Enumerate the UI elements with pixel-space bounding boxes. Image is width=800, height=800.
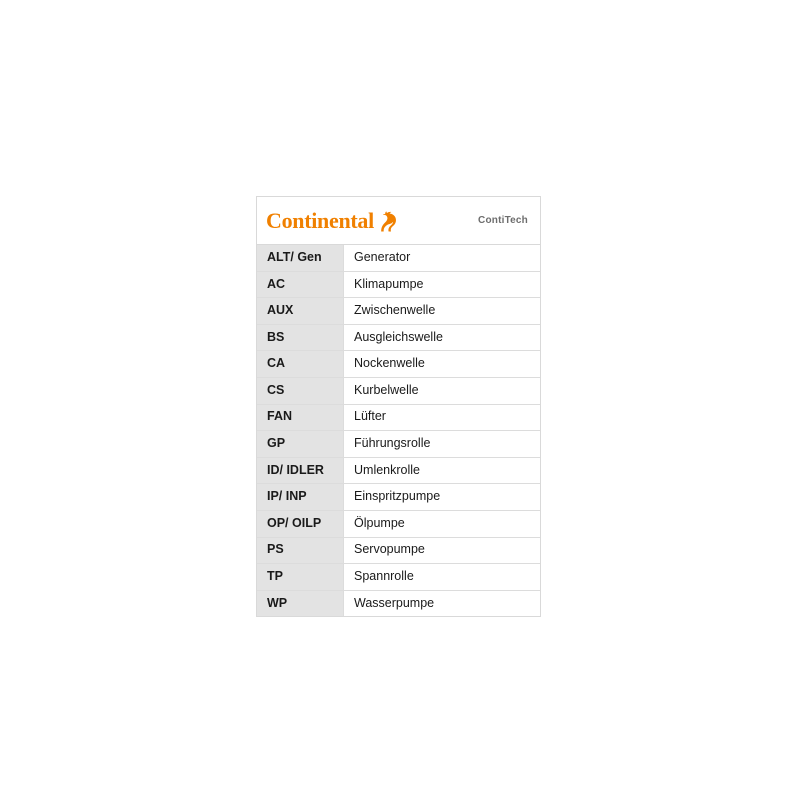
term-cell: Umlenkrolle xyxy=(344,457,541,484)
term-cell: Lüfter xyxy=(344,404,541,431)
abbreviation-cell: GP xyxy=(257,431,344,458)
abbreviation-cell: FAN xyxy=(257,404,344,431)
table-row xyxy=(257,351,540,378)
abbreviation-legend-card xyxy=(256,196,541,617)
abbreviation-cell: ID/ IDLER xyxy=(257,457,344,484)
abbreviation-cell: OP/ OILP xyxy=(257,510,344,537)
brand-wordmark: Continental xyxy=(266,207,374,233)
table-row xyxy=(257,564,540,591)
table-row xyxy=(257,457,540,484)
term-cell: Klimapumpe xyxy=(344,271,541,298)
abbreviation-cell: CA xyxy=(257,351,344,378)
brand-header xyxy=(257,197,540,245)
brand-logo xyxy=(266,207,398,233)
abbreviation-cell: CS xyxy=(257,377,344,404)
abbreviation-cell: AC xyxy=(257,271,344,298)
term-cell: Zwischenwelle xyxy=(344,298,541,325)
table-row xyxy=(257,271,540,298)
table-row xyxy=(257,510,540,537)
term-cell: Servopumpe xyxy=(344,537,541,564)
table-row xyxy=(257,324,540,351)
abbreviation-cell: TP xyxy=(257,564,344,591)
table-row xyxy=(257,298,540,325)
term-cell: Führungsrolle xyxy=(344,431,541,458)
abbreviation-table xyxy=(257,245,540,616)
table-row xyxy=(257,245,540,271)
table-row xyxy=(257,537,540,564)
term-cell: Ausgleichswelle xyxy=(344,324,541,351)
abbreviation-cell: ALT/ Gen xyxy=(257,245,344,271)
table-row xyxy=(257,404,540,431)
abbreviation-cell: AUX xyxy=(257,298,344,325)
table-row xyxy=(257,377,540,404)
horse-logo-icon xyxy=(378,210,398,232)
table-row xyxy=(257,431,540,458)
abbreviation-cell: PS xyxy=(257,537,344,564)
sub-brand-label: ContiTech xyxy=(478,215,528,226)
table-row xyxy=(257,484,540,511)
term-cell: Kurbelwelle xyxy=(344,377,541,404)
abbreviation-cell: IP/ INP xyxy=(257,484,344,511)
abbreviation-cell: WP xyxy=(257,590,344,616)
abbreviation-cell: BS xyxy=(257,324,344,351)
term-cell: Einspritzpumpe xyxy=(344,484,541,511)
term-cell: Generator xyxy=(344,245,541,271)
table-row xyxy=(257,590,540,616)
term-cell: Nockenwelle xyxy=(344,351,541,378)
term-cell: Spannrolle xyxy=(344,564,541,591)
term-cell: Wasserpumpe xyxy=(344,590,541,616)
term-cell: Ölpumpe xyxy=(344,510,541,537)
abbreviation-table-body xyxy=(257,245,540,616)
